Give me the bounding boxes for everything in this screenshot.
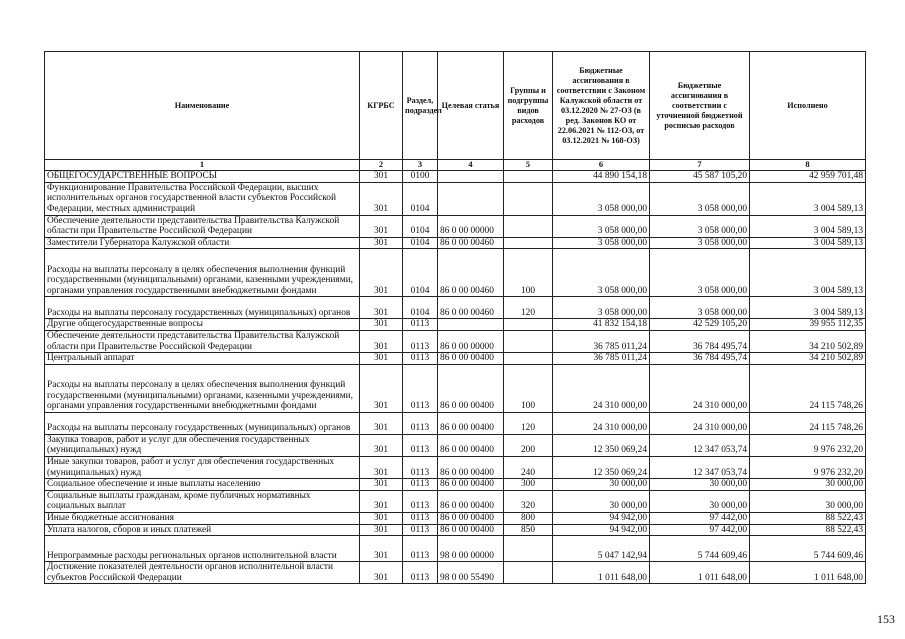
row-executed-amount: 3 004 589,13: [750, 237, 866, 249]
header-executed: Исполнено: [750, 52, 866, 160]
row-name: Расходы на выплаты персоналу государственных (муниципальных) органов: [45, 412, 360, 434]
row-target: 86 0 00 00000: [438, 215, 504, 237]
row-target: 86 0 00 00400: [438, 456, 504, 478]
row-name: Социальное обеспечение и иные выплаты населению: [45, 479, 360, 491]
row-group: [504, 182, 553, 215]
row-section: 0113: [403, 456, 438, 478]
row-section: 0104: [403, 249, 438, 297]
row-kgrbs: 301: [360, 412, 403, 434]
row-group: [504, 237, 553, 249]
row-group: 200: [504, 434, 553, 456]
row-law-amount: 24 310 000,00: [553, 412, 650, 434]
row-section: 0113: [403, 353, 438, 365]
row-executed-amount: 88 522,43: [750, 524, 866, 536]
column-number: 6: [553, 160, 650, 171]
row-kgrbs: 301: [360, 353, 403, 365]
row-kgrbs: 301: [360, 479, 403, 491]
column-number: 3: [403, 160, 438, 171]
row-target: 86 0 00 00460: [438, 237, 504, 249]
row-kgrbs: 301: [360, 237, 403, 249]
row-refined-amount: 3 058 000,00: [650, 249, 750, 297]
row-refined-amount: 3 058 000,00: [650, 182, 750, 215]
row-target: 86 0 00 00400: [438, 512, 504, 524]
row-law-amount: 12 350 069,24: [553, 434, 650, 456]
row-target: 98 0 00 00000: [438, 536, 504, 562]
row-executed-amount: 88 522,43: [750, 512, 866, 524]
row-refined-amount: 36 784 495,74: [650, 353, 750, 365]
row-name: Закупка товаров, работ и услуг для обеспечения государственных (муниципальных) нужд: [45, 434, 360, 456]
row-refined-amount: 12 347 053,74: [650, 434, 750, 456]
row-executed-amount: 24 115 748,26: [750, 364, 866, 412]
table-row: [45, 330, 866, 352]
row-group: [504, 215, 553, 237]
row-executed-amount: 34 210 502,89: [750, 330, 866, 352]
row-target: 86 0 00 00400: [438, 490, 504, 512]
row-kgrbs: 301: [360, 490, 403, 512]
row-kgrbs: 301: [360, 536, 403, 562]
row-section: 0113: [403, 364, 438, 412]
row-kgrbs: 301: [360, 297, 403, 319]
row-target: [438, 182, 504, 215]
header-groups: Группы и подгруппы видов расходов: [504, 52, 553, 160]
row-group: [504, 353, 553, 365]
row-executed-amount: 3 004 589,13: [750, 182, 866, 215]
row-target: 86 0 00 00400: [438, 353, 504, 365]
column-number: 8: [750, 160, 866, 171]
table-row: [45, 490, 866, 512]
table-row: [45, 562, 866, 584]
row-group: 100: [504, 249, 553, 297]
row-law-amount: 94 942,00: [553, 524, 650, 536]
row-executed-amount: 24 115 748,26: [750, 412, 866, 434]
row-law-amount: 30 000,00: [553, 479, 650, 491]
header-row: [45, 52, 866, 160]
row-section: 0113: [403, 479, 438, 491]
row-law-amount: 44 890 154,18: [553, 171, 650, 183]
row-executed-amount: 3 004 589,13: [750, 215, 866, 237]
table-row: [45, 434, 866, 456]
row-refined-amount: 97 442,00: [650, 524, 750, 536]
row-refined-amount: 5 744 609,46: [650, 536, 750, 562]
row-section: 0113: [403, 524, 438, 536]
header-kgrbs: КГРБС: [360, 52, 403, 160]
row-refined-amount: 3 058 000,00: [650, 237, 750, 249]
column-number: 4: [438, 160, 504, 171]
row-group: [504, 562, 553, 584]
row-kgrbs: 301: [360, 456, 403, 478]
row-target: 86 0 00 00400: [438, 434, 504, 456]
row-executed-amount: 42 959 701,48: [750, 171, 866, 183]
row-section: 0104: [403, 237, 438, 249]
table-row: [45, 412, 866, 434]
row-name: Расходы на выплаты персоналу государственных (муниципальных) органов: [45, 297, 360, 319]
row-target: 98 0 00 55490: [438, 562, 504, 584]
row-executed-amount: 3 004 589,13: [750, 249, 866, 297]
row-name: Функционирование Правительства Российской Федерации, высших исполнительных органов государственной власти субъектов Российской Федерации, местных администраций: [45, 182, 360, 215]
row-name: Обеспечение деятельности представительства Правительства Калужской области при Правительстве Российской Федерации: [45, 215, 360, 237]
row-law-amount: 30 000,00: [553, 490, 650, 512]
row-law-amount: 3 058 000,00: [553, 237, 650, 249]
table-row: [45, 536, 866, 562]
row-law-amount: 94 942,00: [553, 512, 650, 524]
table-row: [45, 319, 866, 331]
table-row: [45, 249, 866, 297]
row-name: Расходы на выплаты персоналу в целях обеспечения выполнения функций государственными (муниципальными) органами, казенными учреждениями, органами управления государственными внебюджетными фондами: [45, 364, 360, 412]
table-row: [45, 215, 866, 237]
row-executed-amount: 39 955 112,35: [750, 319, 866, 331]
row-executed-amount: 30 000,00: [750, 479, 866, 491]
row-section: 0113: [403, 562, 438, 584]
table-row: [45, 479, 866, 491]
row-group: 800: [504, 512, 553, 524]
header-law: Бюджетные ассигнования в соответствии с Законом Калужской области от 03.12.2020 № 27-ОЗ (в ред. Законов КО от 22.06.2021 № 112-ОЗ, от 03.12.2021 № 168-ОЗ): [553, 52, 650, 160]
row-name: Заместители Губернатора Калужской области: [45, 237, 360, 249]
row-group: 320: [504, 490, 553, 512]
row-group: 120: [504, 297, 553, 319]
row-target: 86 0 00 00400: [438, 524, 504, 536]
row-name: Непрограммные расходы региональных органов исполнительной власти: [45, 536, 360, 562]
row-kgrbs: 301: [360, 364, 403, 412]
row-target: 86 0 00 00000: [438, 330, 504, 352]
row-law-amount: 5 047 142,94: [553, 536, 650, 562]
row-kgrbs: 301: [360, 512, 403, 524]
row-refined-amount: 45 587 105,20: [650, 171, 750, 183]
row-refined-amount: 1 011 648,00: [650, 562, 750, 584]
row-kgrbs: 301: [360, 249, 403, 297]
header-target: Целевая статья: [438, 52, 504, 160]
table-row: [45, 182, 866, 215]
row-section: 0104: [403, 182, 438, 215]
budget-table: [44, 51, 866, 584]
row-refined-amount: 42 529 105,20: [650, 319, 750, 331]
row-section: 0113: [403, 319, 438, 331]
row-group: [504, 319, 553, 331]
page-number: 153: [877, 612, 895, 626]
row-group: [504, 171, 553, 183]
row-kgrbs: 301: [360, 524, 403, 536]
table-row: [45, 353, 866, 365]
row-law-amount: 41 832 154,18: [553, 319, 650, 331]
row-target: 86 0 00 00460: [438, 297, 504, 319]
row-executed-amount: 9 976 232,20: [750, 434, 866, 456]
table-row: [45, 456, 866, 478]
row-group: [504, 330, 553, 352]
row-section: 0113: [403, 434, 438, 456]
row-target: 86 0 00 00460: [438, 249, 504, 297]
row-name: ОБЩЕГОСУДАРСТВЕННЫЕ ВОПРОСЫ: [45, 171, 360, 183]
row-law-amount: 36 785 011,24: [553, 353, 650, 365]
row-group: 300: [504, 479, 553, 491]
row-section: 0113: [403, 330, 438, 352]
row-target: 86 0 00 00400: [438, 479, 504, 491]
row-group: 120: [504, 412, 553, 434]
row-kgrbs: 301: [360, 434, 403, 456]
table-row: [45, 512, 866, 524]
row-section: 0113: [403, 412, 438, 434]
table-body: [45, 171, 866, 584]
column-number: 7: [650, 160, 750, 171]
column-number: 1: [45, 160, 360, 171]
row-kgrbs: 301: [360, 182, 403, 215]
row-section: 0113: [403, 490, 438, 512]
column-number: 2: [360, 160, 403, 171]
row-law-amount: 24 310 000,00: [553, 364, 650, 412]
row-executed-amount: 1 011 648,00: [750, 562, 866, 584]
row-group: 240: [504, 456, 553, 478]
row-name: Достижение показателей деятельности органов исполнительной власти субъектов Российской Федерации: [45, 562, 360, 584]
row-name: Центральный аппарат: [45, 353, 360, 365]
row-refined-amount: 24 310 000,00: [650, 412, 750, 434]
row-section: 0104: [403, 297, 438, 319]
table-row: [45, 297, 866, 319]
row-refined-amount: 30 000,00: [650, 479, 750, 491]
row-name: Иные бюджетные ассигнования: [45, 512, 360, 524]
row-executed-amount: 5 744 609,46: [750, 536, 866, 562]
row-law-amount: 3 058 000,00: [553, 182, 650, 215]
row-section: 0100: [403, 171, 438, 183]
row-refined-amount: 24 310 000,00: [650, 364, 750, 412]
row-name: Социальные выплаты гражданам, кроме публичных нормативных социальных выплат: [45, 490, 360, 512]
row-refined-amount: 3 058 000,00: [650, 215, 750, 237]
row-executed-amount: 9 976 232,20: [750, 456, 866, 478]
row-law-amount: 3 058 000,00: [553, 297, 650, 319]
row-section: 0104: [403, 215, 438, 237]
row-section: 0113: [403, 512, 438, 524]
row-executed-amount: 3 004 589,13: [750, 297, 866, 319]
row-target: 86 0 00 00400: [438, 412, 504, 434]
column-number: 5: [504, 160, 553, 171]
row-name: Обеспечение деятельности представительства Правительства Калужской области при Правительстве Российской Федерации: [45, 330, 360, 352]
row-refined-amount: 97 442,00: [650, 512, 750, 524]
row-law-amount: 1 011 648,00: [553, 562, 650, 584]
table-row: [45, 171, 866, 183]
row-kgrbs: 301: [360, 215, 403, 237]
row-name: Другие общегосударственные вопросы: [45, 319, 360, 331]
column-number-row: [45, 160, 866, 171]
header-name: Наименование: [45, 52, 360, 160]
row-group: [504, 536, 553, 562]
row-group: 100: [504, 364, 553, 412]
row-name: Расходы на выплаты персоналу в целях обеспечения выполнения функций государственными (муниципальными) органами, казенными учреждениями, органами управления государственными внебюджетными фондами: [45, 249, 360, 297]
row-target: 86 0 00 00400: [438, 364, 504, 412]
row-target: [438, 171, 504, 183]
row-target: [438, 319, 504, 331]
row-law-amount: 3 058 000,00: [553, 249, 650, 297]
row-law-amount: 3 058 000,00: [553, 215, 650, 237]
row-kgrbs: 301: [360, 330, 403, 352]
row-executed-amount: 34 210 502,89: [750, 353, 866, 365]
row-kgrbs: 301: [360, 562, 403, 584]
row-refined-amount: 36 784 495,74: [650, 330, 750, 352]
header-section: Раздел, подраздел: [403, 52, 438, 160]
row-name: Уплата налогов, сборов и иных платежей: [45, 524, 360, 536]
header-refined: Бюджетные ассигнования в соответствии с уточненной бюджетной росписью расходов: [650, 52, 750, 160]
table-row: [45, 237, 866, 249]
row-executed-amount: 30 000,00: [750, 490, 866, 512]
row-name: Иные закупки товаров, работ и услуг для обеспечения государственных (муниципальных) нужд: [45, 456, 360, 478]
row-refined-amount: 3 058 000,00: [650, 297, 750, 319]
row-kgrbs: 301: [360, 171, 403, 183]
table-row: [45, 364, 866, 412]
row-section: 0113: [403, 536, 438, 562]
row-law-amount: 12 350 069,24: [553, 456, 650, 478]
row-group: 850: [504, 524, 553, 536]
row-law-amount: 36 785 011,24: [553, 330, 650, 352]
table-row: [45, 524, 866, 536]
row-refined-amount: 30 000,00: [650, 490, 750, 512]
row-refined-amount: 12 347 053,74: [650, 456, 750, 478]
row-kgrbs: 301: [360, 319, 403, 331]
